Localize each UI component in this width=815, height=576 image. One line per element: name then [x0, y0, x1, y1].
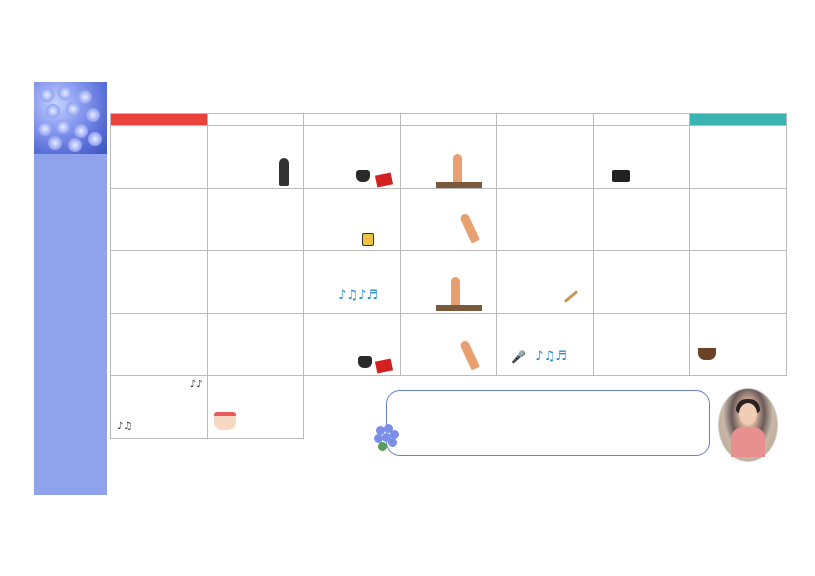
- film-camera-icon: [612, 170, 630, 182]
- weekday-header-friday: [594, 114, 691, 126]
- day-cell: [208, 189, 305, 252]
- day-cell: [401, 314, 498, 377]
- weekday-header-sunday: [111, 114, 208, 126]
- day-cell: [497, 126, 594, 189]
- microphone-icon: 🎤: [511, 349, 527, 364]
- yoga-icon: [453, 154, 462, 184]
- day-cell: [304, 251, 401, 314]
- day-cell: [208, 251, 305, 314]
- day-cell: [304, 189, 401, 252]
- tea-bowl-icon: [362, 233, 374, 246]
- cake-icon: [214, 412, 236, 430]
- day-cell: [497, 314, 594, 377]
- hydrangea-photo: [34, 82, 107, 154]
- manager-photo-face: [739, 403, 757, 425]
- weekday-header-tuesday: [304, 114, 401, 126]
- day-cell: [690, 251, 787, 314]
- raindrop-border-bottom: [110, 440, 786, 495]
- yoga-icon: [451, 277, 460, 307]
- raindrop-border-top: [110, 85, 786, 113]
- yoga-icon: [459, 339, 480, 370]
- runner-icon: [279, 158, 289, 186]
- month-sidebar: [34, 82, 107, 495]
- music-notes-icon: ♪♫♪♬: [338, 288, 379, 304]
- weekday-header-saturday: [690, 114, 787, 126]
- weekday-header-wednesday: [401, 114, 498, 126]
- weekday-header-monday: [208, 114, 305, 126]
- day-cell: [594, 189, 691, 252]
- day-cell: [594, 251, 691, 314]
- day-cell: [690, 189, 787, 252]
- day-cell: [497, 189, 594, 252]
- day-cell: [690, 314, 787, 377]
- day-cell: [208, 376, 305, 439]
- day-cell: [111, 376, 208, 439]
- day-cell: [111, 314, 208, 377]
- day-cell: [401, 189, 498, 252]
- day-cell: [111, 189, 208, 252]
- tea-bowl-icon: [358, 356, 372, 368]
- day-cell: [111, 251, 208, 314]
- day-cell: [497, 251, 594, 314]
- music-notes-icon: ♪♪: [189, 379, 203, 391]
- day-cell: [208, 314, 305, 377]
- tea-cloth-icon: [375, 172, 393, 187]
- day-cell: [304, 314, 401, 377]
- day-cell: [208, 126, 305, 189]
- music-notes-icon: ♪♫: [117, 421, 133, 433]
- day-cell: [594, 126, 691, 189]
- tea-cloth-icon: [375, 358, 393, 373]
- weekday-header-thursday: [497, 114, 594, 126]
- yoga-mat-icon: [436, 305, 482, 311]
- music-notes-icon: ♪♫♬: [535, 348, 567, 364]
- day-cell: [401, 126, 498, 189]
- day-cell: [304, 126, 401, 189]
- day-cell: [111, 126, 208, 189]
- day-cell: [401, 251, 498, 314]
- day-cell: [594, 314, 691, 377]
- day-cell: [690, 126, 787, 189]
- yoga-icon: [459, 212, 480, 243]
- yoga-mat-icon: [436, 182, 482, 188]
- brush-icon: [564, 290, 578, 303]
- tea-bowl-icon: [356, 170, 370, 182]
- coffee-cup-icon: [698, 348, 716, 360]
